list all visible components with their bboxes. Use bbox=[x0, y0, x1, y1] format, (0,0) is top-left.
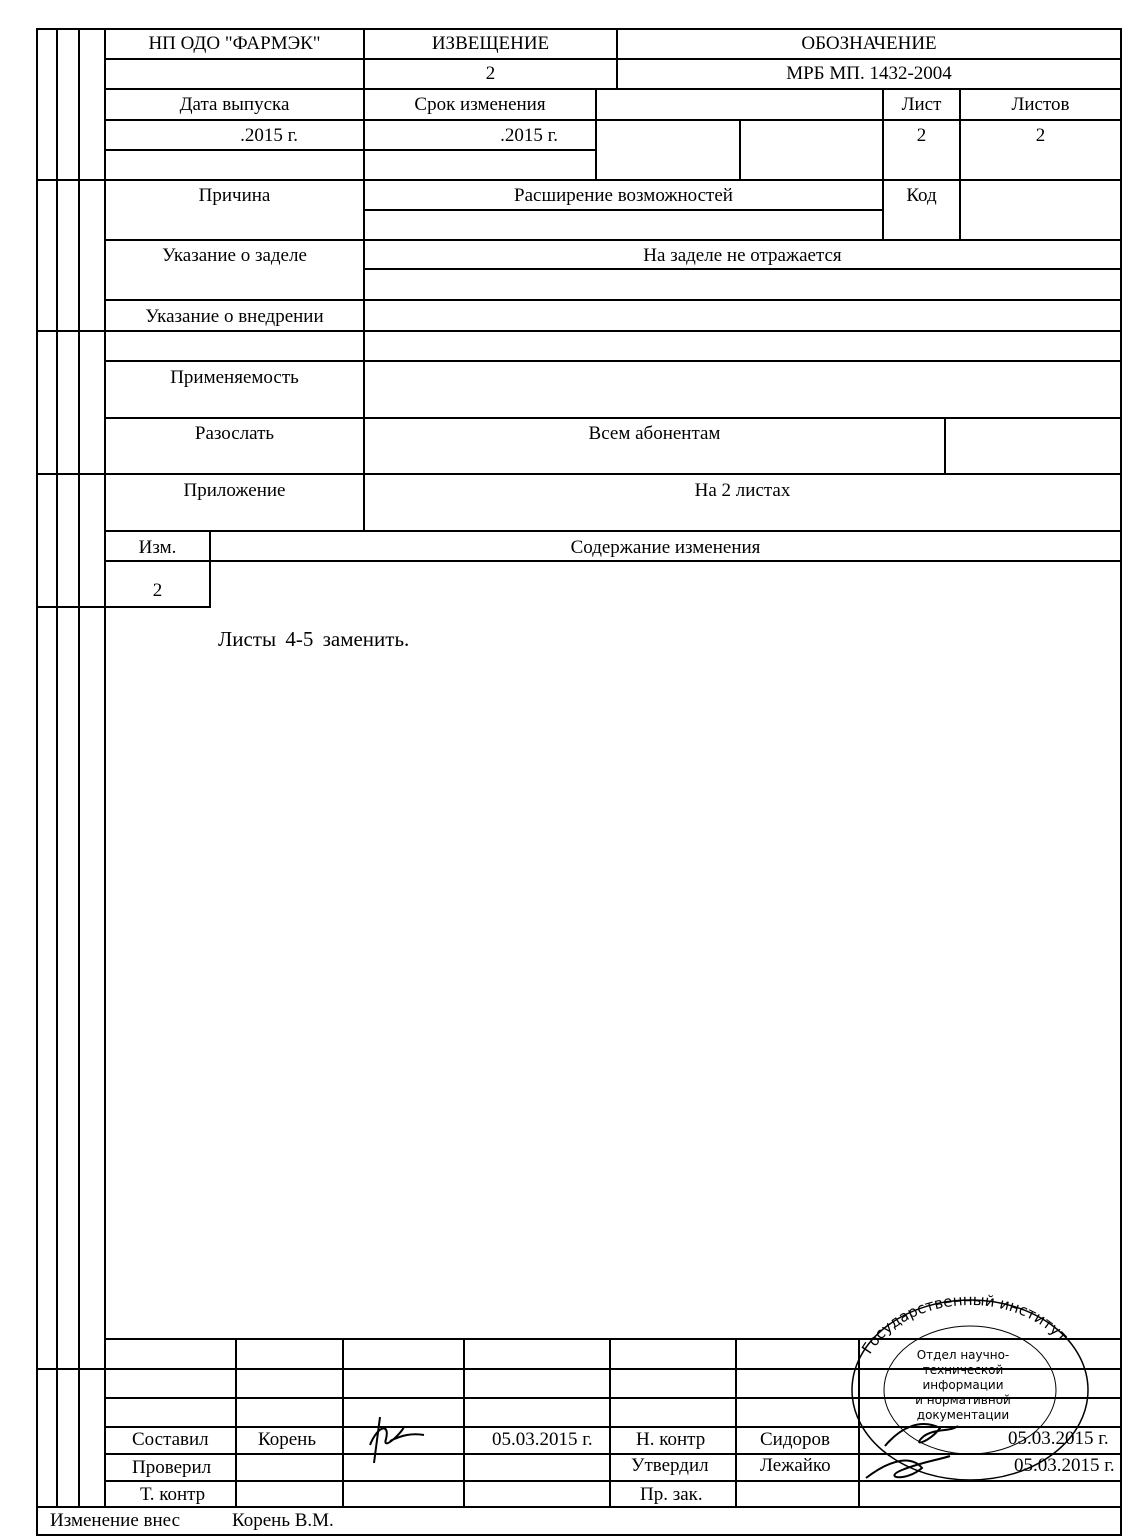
stamp-line: документации bbox=[916, 1408, 1010, 1422]
signature-koren bbox=[360, 1405, 430, 1465]
change-text: Листы 4-5 заменить. bbox=[218, 627, 410, 651]
deadline-value: .2015 г. bbox=[500, 125, 558, 146]
footer-label: Изменение внес bbox=[50, 1510, 181, 1531]
rule bbox=[36, 606, 211, 608]
sheets-label: Листов bbox=[1011, 94, 1070, 115]
stamp-line: и нормативной bbox=[915, 1393, 1011, 1407]
distribute-label: Разослать bbox=[194, 423, 275, 444]
deadline-label: Срок изменения bbox=[414, 94, 546, 115]
approved-name: Лежайко bbox=[760, 1455, 831, 1476]
col-line bbox=[595, 88, 597, 179]
code-label: Код bbox=[906, 185, 937, 206]
composed-date: 05.03.2015 г. bbox=[492, 1429, 593, 1450]
col-line bbox=[342, 1338, 344, 1506]
checked-label: Проверил bbox=[132, 1457, 212, 1478]
notice-label: ИЗВЕЩЕНИЕ bbox=[431, 33, 550, 54]
rule bbox=[365, 209, 882, 211]
rule bbox=[104, 58, 1122, 60]
col-line bbox=[609, 1338, 611, 1506]
approved-date: 05.03.2015 г. bbox=[1014, 1455, 1115, 1476]
reason-value: Расширение возможностей bbox=[514, 185, 733, 206]
ncontrol-date: 05.03.2015 г. bbox=[1008, 1428, 1109, 1449]
composed-name: Корень bbox=[258, 1429, 316, 1450]
org-name: НП ОДО "ФАРМЭК" bbox=[148, 33, 321, 54]
rule bbox=[104, 149, 596, 151]
col-line bbox=[735, 1338, 737, 1506]
organization-stamp bbox=[845, 1290, 1095, 1485]
margin-line bbox=[56, 28, 58, 1506]
sheet-label: Лист bbox=[901, 94, 942, 115]
rule bbox=[36, 473, 1122, 475]
border-right bbox=[1120, 28, 1122, 1536]
col-line bbox=[463, 1338, 465, 1506]
rule bbox=[104, 88, 1122, 90]
change-num-value: 2 bbox=[152, 580, 163, 601]
rule bbox=[36, 1506, 1122, 1508]
appendix-label: Приложение bbox=[183, 480, 286, 501]
backlog-label: Указание о заделе bbox=[162, 245, 307, 266]
ncontrol-label: Н. контр bbox=[636, 1429, 706, 1450]
tcontrol-label: Т. контр bbox=[140, 1484, 206, 1505]
col-line bbox=[235, 1338, 237, 1506]
change-num-label: Изм. bbox=[138, 537, 177, 558]
notice-number: 2 bbox=[485, 63, 496, 84]
issue-date-label: Дата выпуска bbox=[179, 94, 290, 115]
change-content-label: Содержание изменения bbox=[570, 537, 761, 558]
border-top bbox=[36, 28, 1122, 30]
margin-line bbox=[78, 28, 80, 1506]
appendix-value: На 2 листах bbox=[694, 480, 791, 501]
sheets-value: 2 bbox=[1035, 125, 1046, 146]
footer-name: Корень В.М. bbox=[232, 1510, 334, 1531]
col-line bbox=[739, 119, 741, 181]
ncontrol-name: Сидоров bbox=[760, 1429, 830, 1450]
designation-value: МРБ МП. 1432-2004 bbox=[786, 63, 952, 84]
distribute-value: Всем абонентам bbox=[588, 423, 721, 444]
rule bbox=[104, 299, 1122, 301]
stamp-line: информации bbox=[922, 1378, 1004, 1392]
rule bbox=[365, 268, 1122, 270]
applicability-label: Применяемость bbox=[170, 367, 299, 388]
rule bbox=[104, 560, 1122, 562]
backlog-value: На заделе не отражается bbox=[643, 245, 842, 266]
rule bbox=[104, 417, 1122, 419]
rule bbox=[104, 530, 1122, 532]
rule bbox=[104, 239, 1122, 241]
border-bottom bbox=[36, 1534, 1122, 1536]
col-line bbox=[944, 417, 946, 475]
implementation-label: Указание о внедрении bbox=[145, 306, 324, 327]
reason-label: Причина bbox=[198, 185, 271, 206]
order-label: Пр. зак. bbox=[640, 1484, 703, 1505]
issue-date-value: .2015 г. bbox=[240, 125, 298, 146]
rule bbox=[104, 360, 1122, 362]
approved-label: Утвердил bbox=[631, 1455, 709, 1476]
designation-label: ОБОЗНАЧЕНИЕ bbox=[801, 33, 937, 54]
rule bbox=[36, 330, 1122, 332]
stamp-line: технической bbox=[922, 1363, 1004, 1377]
stamp-line: Отдел научно- bbox=[916, 1348, 1010, 1362]
composed-label: Составил bbox=[132, 1429, 209, 1450]
sheet-value: 2 bbox=[916, 125, 927, 146]
border-left bbox=[36, 28, 38, 1536]
stamp-ring-text: Государственный институт bbox=[858, 1290, 1072, 1358]
rule bbox=[104, 119, 1122, 121]
